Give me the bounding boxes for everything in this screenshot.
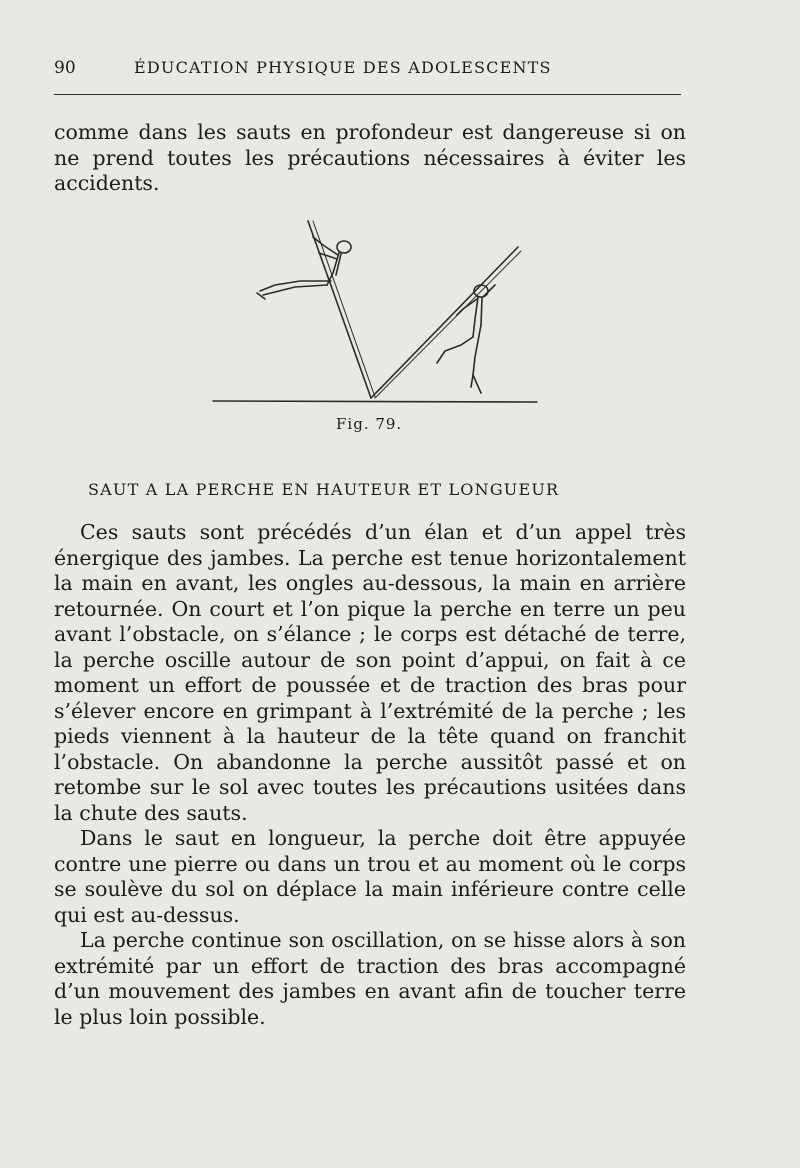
paragraph: La perche continue son oscillation, on se hisse alors à son extrémité par un effort de traction des bras accompagné d’un mouvement des jambes en avant afin de toucher terre le plus loin possible. — [54, 928, 686, 1029]
pole-left — [308, 221, 371, 398]
figure-pole-vault-illustration — [205, 215, 545, 415]
page-number: 90 — [54, 58, 76, 78]
pole-vault-drawing — [205, 215, 545, 415]
intro-text: comme dans les sauts en profondeur est dangereuse si on ne prend toutes les précautions nécessaires à éviter les accidents. — [54, 120, 686, 195]
page-header — [54, 58, 684, 82]
figure-caption: Fig. 79. — [336, 415, 403, 433]
paragraph: Dans le saut en longueur, la perche doit être appuyée contre une pierre ou dans un trou et au moment où le corps se soulève du sol on déplace la main inférieure contre celle qui est au-dessus. — [54, 826, 686, 927]
pole-right — [371, 247, 518, 398]
intro-paragraph — [54, 120, 686, 197]
body-text — [54, 520, 686, 1030]
figure-left-head — [337, 241, 351, 253]
ground-line — [213, 401, 537, 402]
section-title: SAUT A LA PERCHE EN HAUTEUR ET LONGUEUR — [88, 480, 560, 499]
paragraph: Ces sauts sont précédés d’un élan et d’un appel très énergique des jambes. La perche est tenue horizontalement la main en avant, les ongles au-dessous, la main en arrière retournée. On court et l’on pique la perche en terre un peu avant l’obstacle, on s’élance ; le corps est détaché de terre, la perche oscille autour de son point d’appui, on fait à ce moment un effort de poussée et de traction des bras pour s’élever encore en grimpant à l’extrémité de la perche ; les pieds viennent à la hauteur de la tête quand on franchit l’obstacle. On abandonne la perche aussitôt passé et on retombe sur le sol avec toutes les précautions usitées dans la chute des sauts. — [54, 520, 686, 825]
running-title: ÉDUCATION PHYSIQUE DES ADOLESCENTS — [134, 58, 552, 77]
header-rule — [54, 94, 681, 95]
